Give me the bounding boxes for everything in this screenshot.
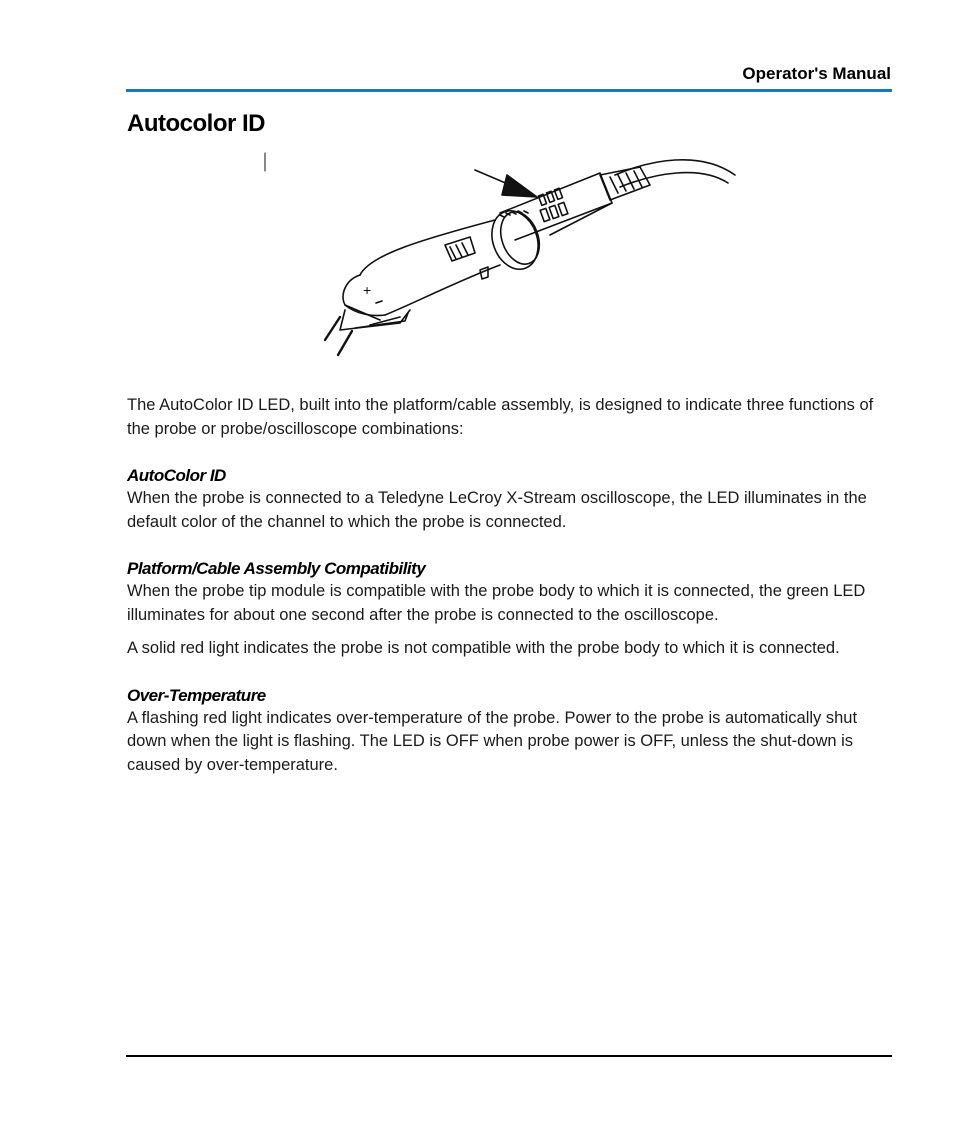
subsection-heading-compatibility: Platform/Cable Assembly Compatibility — [127, 559, 426, 578]
content — [127, 394, 887, 777]
subsection-heading-autocolor-id: AutoColor ID — [127, 466, 226, 485]
probe-illustration — [260, 145, 760, 365]
footer-rule — [126, 1055, 892, 1057]
over-temperature-paragraph: A flashing red light indicates over-temperature of the probe. Power to the probe is automatically shut down when the light is flashing. The LED is OFF when probe power is OFF, unless the shut-down is caused by over-temperature. — [127, 708, 858, 774]
intro-paragraph: The AutoColor ID LED, built into the platform/cable assembly, is designed to indicate three functions of the probe or probe/oscilloscope combinations: — [127, 396, 874, 438]
header-title: Operator's Manual — [742, 64, 891, 83]
header-rule — [126, 89, 892, 92]
compatibility-paragraph-1: When the probe tip module is compatible with the probe body to which it is connected, the green LED illuminates for about one second after the probe is connected to the oscilloscope. — [127, 582, 866, 624]
subsection-heading-over-temperature: Over-Temperature — [127, 685, 266, 705]
autocolor-id-paragraph: When the probe is connected to a Teledyne LeCroy X-Stream oscilloscope, the LED illuminates in the default color of the channel to which the probe is connected. — [127, 489, 867, 531]
section-title: Autocolor ID — [127, 110, 265, 137]
compatibility-paragraph-2: A solid red light indicates the probe is not compatible with the probe body to which it is connected. — [127, 639, 840, 657]
svg-text:+: + — [363, 282, 372, 298]
